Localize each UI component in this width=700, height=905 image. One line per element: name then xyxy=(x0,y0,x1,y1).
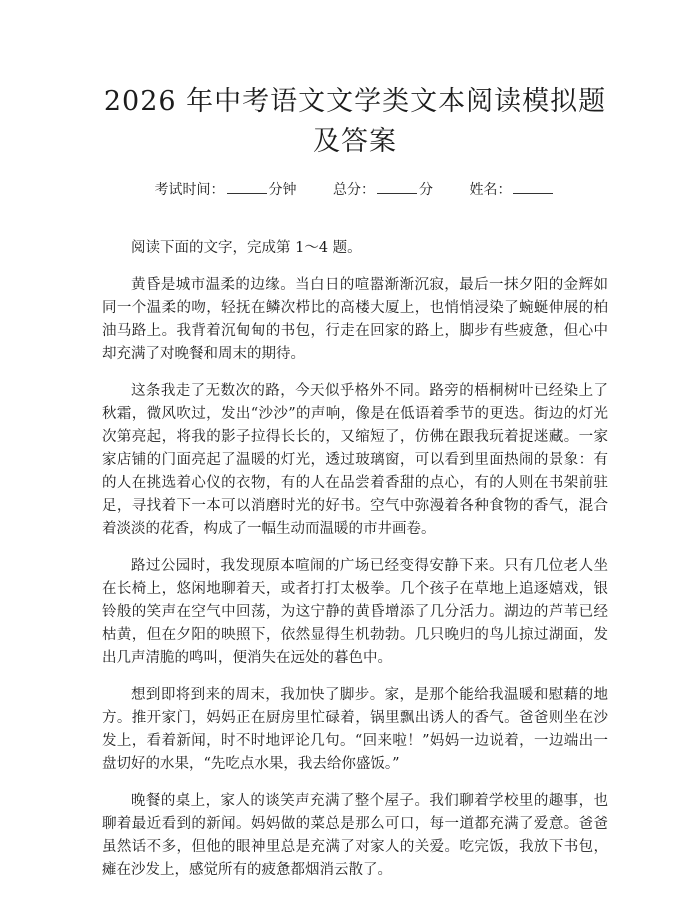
name-field xyxy=(469,179,555,201)
passage-paragraph-3: 路过公园时，我发现原本喧闹的广场已经变得安静下来。只有几位老人坐在长椅上，悠闲地聊着天，或者打打太极拳。几个孩子在草地上追逐嬉戏，银铃般的笑声在空气中回荡，为这宁静的黄昏增添了几分活力。湖边的芦苇已经枯黄，但在夕阳的映照下，依然显得生机勃勃。几只晚归的鸟儿掠过湖面，发出几声清脆的鸣叫，便消失在远处的暮色中。 xyxy=(102,558,608,666)
total-score-label: 总分： xyxy=(333,182,375,198)
passage-paragraph-2: 这条我走了无数次的路，今天似乎格外不同。路旁的梧桐树叶已经染上了秋霜，微风吹过，发出“沙沙”的声响，像是在低语着季节的更迭。街边的灯光次第亮起，将我的影子拉得长长的，又缩短了，仿佛在跟我玩着捉迷藏。一家家店铺的门面亮起了温暖的灯光，透过玻璃窗，可以看到里面热闹的景象：有的人在挑选着心仪的衣物，有的人在品尝着香甜的点心，有的人则在书架前驻足，寻找着下一本可以消磨时光的好书。空气中弥漫着各种食物的香气，混合着淡淡的花香，构成了一幅生动而温暖的市井画卷。 xyxy=(102,383,608,537)
reading-passage xyxy=(102,237,608,882)
instruction-text: 阅读下面的文字，完成第 1～4 题。 xyxy=(131,240,362,256)
passage-paragraph-4: 想到即将到来的周末，我加快了脚步。家，是那个能给我温暖和慰藉的地方。推开家门，妈妈正在厨房里忙碌着，锅里飘出诱人的香气。爸爸则坐在沙发上，看着新闻，时不时地评论几句。“回来啦！”妈妈一边说着，一边端出一盘切好的水果，“先吃点水果，我去给你盛饭。” xyxy=(102,687,608,772)
total-score-blank xyxy=(377,179,417,194)
passage-paragraph-1: 黄昏是城市温柔的边缘。当白日的喧嚣渐渐沉寂，最后一抹夕阳的金辉如同一个温柔的吻，轻抚在鳞次栉比的高楼大厦上，也悄悄浸染了蜿蜒伸展的柏油马路上。我背着沉甸甸的书包，行走在回家的路上，脚步有些疲惫，但心中却充满了对晚餐和周末的期待。 xyxy=(102,277,608,362)
name-label: 姓名： xyxy=(469,182,512,198)
document-title: 2026 年中考语文文学类文本阅读模拟题及答案 xyxy=(103,86,607,157)
exam-info-line xyxy=(102,179,608,201)
total-score-unit: 分 xyxy=(419,182,433,198)
total-score-field xyxy=(333,179,433,201)
exam-time-blank xyxy=(227,179,267,194)
exam-time-label: 考试时间： xyxy=(154,182,225,198)
name-blank xyxy=(513,179,553,194)
passage-paragraph-5: 晚餐的桌上，家人的谈笑声充满了整个屋子。我们聊着学校里的趣事，也聊着最近看到的新闻。妈妈做的菜总是那么可口，每一道都充满了爱意。爸爸虽然话不多，但他的眼神里总是充满了对家人的关爱。吃完饭，我放下书包，瘫在沙发上，感觉所有的疲惫都烟消云散了。 xyxy=(102,793,608,878)
exam-time-field xyxy=(155,179,297,201)
exam-time-unit: 分钟 xyxy=(268,182,297,198)
